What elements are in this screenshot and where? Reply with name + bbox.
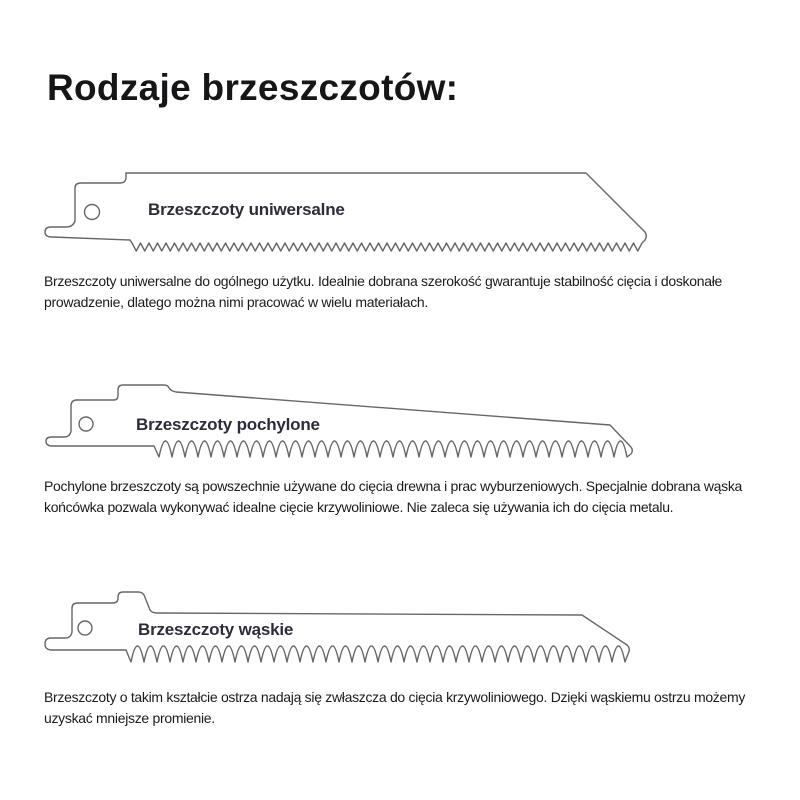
inclined-blade-description: Pochylone brzeszczoty są powszechnie używane do cięcia drewna i prac wyburzeniowych. Specjalnie dobrana wąska końcówka pozwala wykonywać idealne cięcie krzywoliniowe. Nie zaleca się używania ich do cięcia metalu. bbox=[44, 478, 743, 515]
mounting-hole bbox=[79, 417, 93, 431]
blade-outline bbox=[45, 173, 646, 251]
narrow-blade-description: Brzeszczoty o takim kształcie ostrza nadają się zwłaszcza do cięcia krzywoliniowego. Dzięki wąskiemu ostrzu możemy uzyskać mniejsze promienie. bbox=[44, 689, 746, 726]
mounting-hole bbox=[78, 621, 92, 635]
page-title: Rodzaje brzeszczotów: bbox=[47, 67, 459, 108]
universal-blade-description: Brzeszczoty uniwersalne do ogólnego użytku. Idealnie dobrana szerokość gwarantuje stabilność cięcia i doskonałe prowadzenie, dlatego można nimi pracować w wielu materiałach. bbox=[44, 273, 723, 310]
narrow-blade-label: Brzeszczoty wąskie bbox=[138, 620, 294, 639]
blade-outline bbox=[45, 592, 629, 662]
blade-outline bbox=[46, 385, 632, 457]
universal-blade-label: Brzeszczoty uniwersalne bbox=[148, 200, 345, 219]
inclined-blade-label: Brzeszczoty pochylone bbox=[136, 415, 320, 434]
universal-blade-illustration bbox=[30, 160, 670, 270]
mounting-hole bbox=[85, 205, 100, 220]
inclined-blade-illustration bbox=[30, 380, 670, 490]
narrow-blade-illustration bbox=[30, 575, 670, 685]
